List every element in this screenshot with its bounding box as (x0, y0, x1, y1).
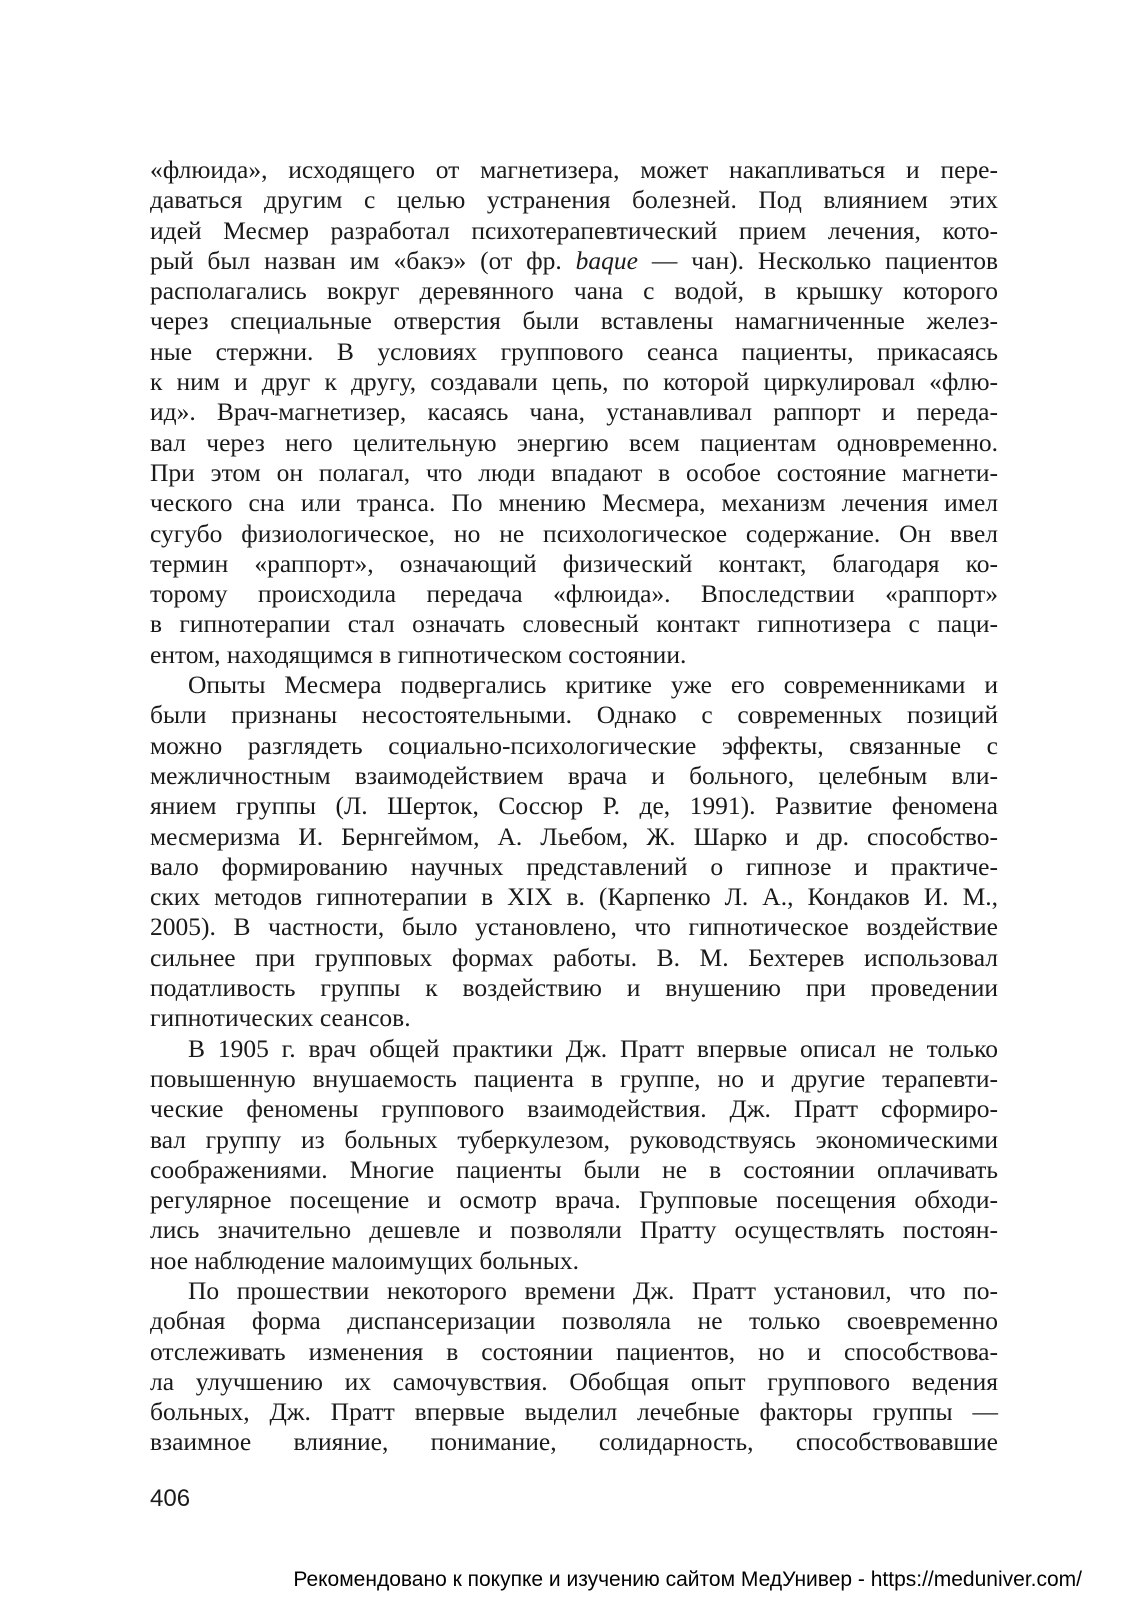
text-line: сильнее при групповых формах работы. В. М. Бехтерев использовал (150, 942, 998, 972)
text-line: ских методов гипнотерапии в XIX в. (Карпенко Л. А., Кондаков И. М., (150, 882, 998, 912)
text-line: сугубо физиологическое, но не психологическое содержание. Он ввел (150, 518, 998, 548)
text-line: ентом, находящимся в гипнотическом состоянии. (150, 639, 687, 669)
text-line: При этом он полагал, что люди впадают в особое состояние магнети- (150, 457, 998, 487)
text-line: можно разглядеть социально-психологические эффекты, связанные с (150, 730, 998, 760)
text-line: ла улучшению их самочувствия. Обобщая опыт группового ведения (150, 1366, 998, 1396)
text-line: гипнотических сеансов. (150, 1003, 411, 1033)
text-line: янием группы (Л. Шерток, Соссюр Р. де, 1991). Развитие феномена (150, 791, 998, 821)
text-line: лись значительно дешевле и позволяли Пратту осуществлять постоян- (150, 1215, 998, 1245)
text-line: торому происходила передача «флюида». Впоследствии «раппорт» (150, 579, 998, 609)
paragraph (150, 1276, 998, 1458)
page-number: 406 (150, 1485, 191, 1512)
text-line: «флюида», исходящего от магнетизера, может накапливаться и пере- (150, 155, 998, 184)
text-line: податливость группы к воздействию и внушению при проведении (150, 973, 998, 1003)
text-line: в гипнотерапии стал означать словесный контакт гипнотизера с паци- (150, 609, 998, 639)
text-line: ческого сна или транса. По мнению Месмера, механизм лечения имел (150, 488, 998, 518)
text-line: межличностным взаимодействием врача и больного, целебным вли- (150, 760, 998, 790)
footer-recommendation: Рекомендовано к покупке и изучению сайтом МедУнивер - https://meduniver.com/ (293, 1568, 1082, 1591)
text-line: ное наблюдение малоимущих больных. (150, 1245, 580, 1275)
text-line: даваться другим с целью устранения болезней. Под влиянием этих (150, 185, 998, 215)
text-line: ид». Врач-магнетизер, касаясь чана, устанавливал раппорт и переда- (150, 397, 998, 427)
text-line: ные стержни. В условиях группового сеанса пациенты, прикасаясь (150, 336, 998, 366)
text-line: были признаны несостоятельными. Однако с современных позиций (150, 700, 998, 730)
text-line: взаимное влияние, понимание, солидарность, способствовавшие (150, 1427, 998, 1457)
text-line: регулярное посещение и осмотр врача. Групповые посещения обходи- (150, 1185, 998, 1215)
paragraph (150, 670, 998, 1034)
text-line: идей Месмер разработал психотерапевтический прием лечения, кото- (150, 215, 998, 245)
text-line: Опыты Месмера подвергались критике уже его современниками и (188, 670, 998, 700)
text-line: термин «раппорт», означающий физический контакт, благодаря ко- (150, 548, 998, 578)
text-line: к ним и друг к другу, создавали цепь, по которой циркулировал «флю- (150, 367, 998, 397)
text-line: вал через него целительную энергию всем пациентам одновременно. (150, 427, 998, 457)
text-line: повышенную внушаемость пациента в группе, но и другие терапевти- (150, 1063, 998, 1093)
text-line: В 1905 г. врач общей практики Дж. Пратт впервые описал не только (188, 1033, 998, 1063)
text-line: отслеживать изменения в состоянии пациентов, но и способствова- (150, 1336, 998, 1366)
text-line: рый был назван им «бакэ» (от фр. baque — чан). Несколько пациентов (150, 245, 998, 275)
text-line: По прошествии некоторого времени Дж. Пратт установил, что по- (188, 1275, 998, 1305)
text-line: располагались вокруг деревянного чана с водой, в крышку которого (150, 276, 998, 306)
text-line: добная форма диспансеризации позволяла не только своевременно (150, 1306, 998, 1336)
text-line: соображениями. Многие пациенты были не в состоянии оплачивать (150, 1154, 998, 1184)
text-line: вало формированию научных представлений о гипнозе и практиче- (150, 851, 998, 881)
italic-term: baque (575, 245, 638, 275)
paragraph (150, 155, 998, 670)
text-line: больных, Дж. Пратт впервые выделил лечебные факторы группы — (150, 1397, 998, 1427)
text-line: через специальные отверстия были вставлены намагниченные желез- (150, 306, 998, 336)
text-line: ческие феномены группового взаимодействия. Дж. Пратт сформиро- (150, 1094, 998, 1124)
page-body (150, 155, 998, 1458)
text-line: 2005). В частности, было установлено, что гипнотическое воздействие (150, 912, 998, 942)
paragraph (150, 1034, 998, 1276)
text-line: месмеризма И. Бернгеймом, А. Льебом, Ж. Шарко и др. способство- (150, 821, 998, 851)
text-line: вал группу из больных туберкулезом, руководствуясь экономическими (150, 1124, 998, 1154)
